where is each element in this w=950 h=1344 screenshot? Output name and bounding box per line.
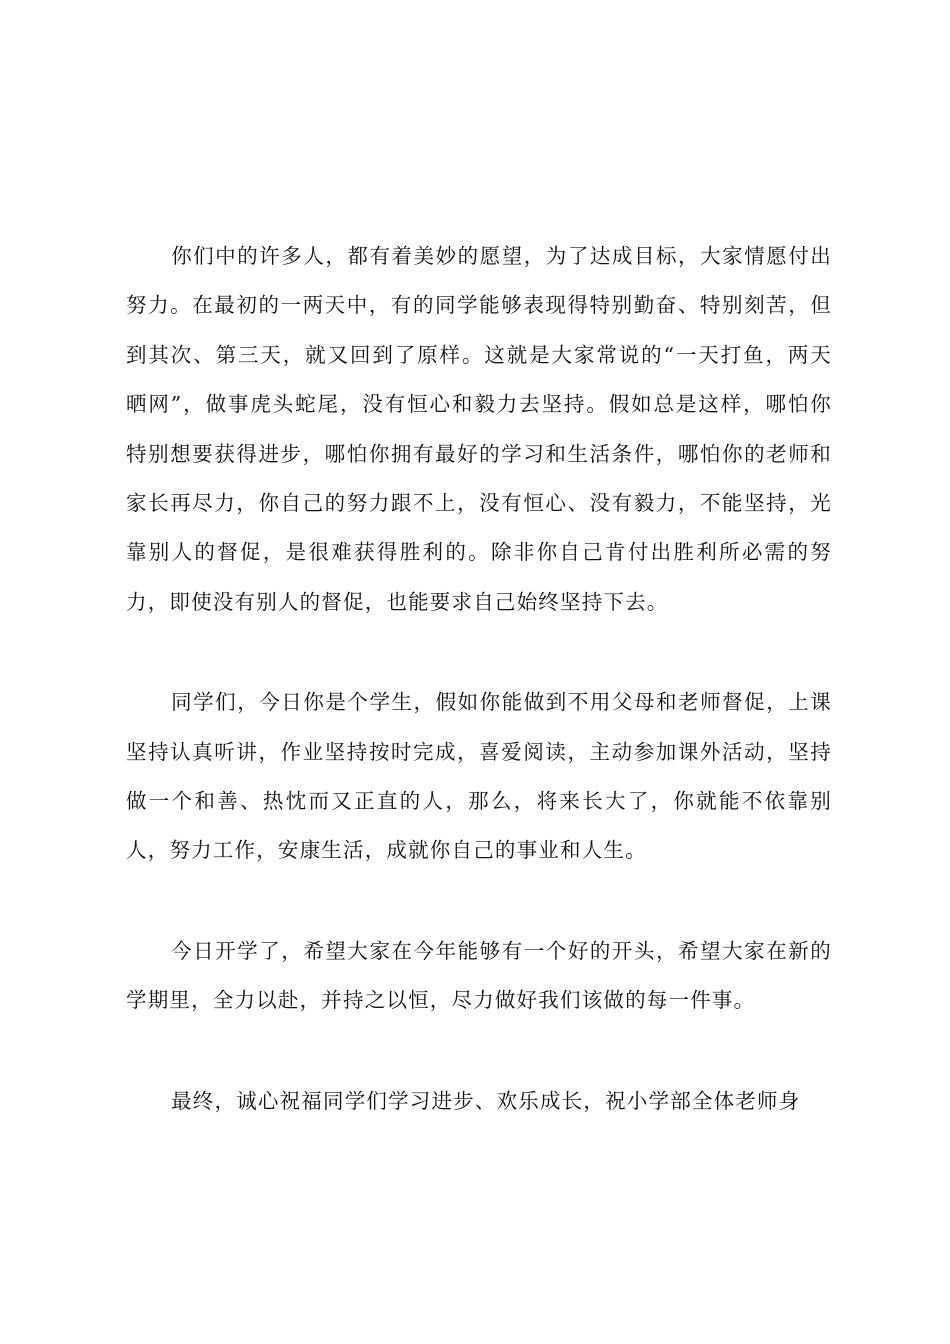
paragraph-perseverance: 你们中的许多人，都有着美妙的愿望，为了达成目标，大家情愿付出努力。在最初的一两天中，有的同学能够表现得特别勤奋、特别刻苦，但到其次、第三天，就又回到了原样。这就是大家常说的“一天打鱼，两天晒网”，做事虎头蛇尾，没有恒心和毅力去坚持。假如总是这样，哪怕你特别想要获得进步，哪怕你拥有最好的学习和生活条件，哪怕你的老师和家长再尽力，你自己的努力跟不上，没有恒心、没有毅力，不能坚持，光靠别人的督促，是很难获得胜利的。除非你自己肯付出胜利所必需的努力，即使没有别人的督促，也能要求自己始终坚持下去。 <box>126 244 832 614</box>
paragraph-new-semester: 今日开学了，希望大家在今年能够有一个好的开头，希望大家在新的学期里，全力以赴，并持之以恒，尽力做好我们该做的每一件事。 <box>126 938 832 1013</box>
paragraph-students-today: 同学们，今日你是个学生，假如你能做到不用父母和老师督促，上课坚持认真听讲，作业坚持按时完成，喜爱阅读，主动参加课外活动，坚持做一个和善、热忱而又正直的人，那么，将来长大了，你就能不依靠别人，努力工作，安康生活，成就你自己的事业和人生。 <box>126 690 832 863</box>
paragraph-closing-wishes: 最终，诚心祝福同学们学习进步、欢乐成长，祝小学部全体老师身 <box>171 1088 801 1113</box>
document-body <box>126 232 832 1126</box>
